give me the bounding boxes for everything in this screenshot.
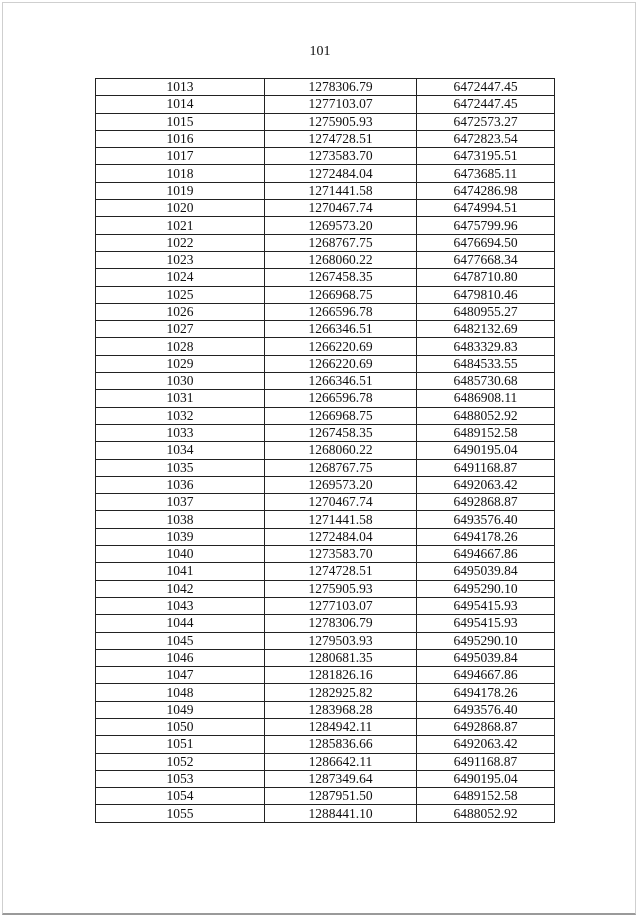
point-number-cell: 1036: [96, 476, 265, 493]
y-coordinate-cell: 6493576.40: [417, 511, 555, 528]
table-row: [96, 718, 555, 735]
y-coordinate-cell: 6495290.10: [417, 632, 555, 649]
page-number: 101: [309, 44, 331, 59]
y-coordinate-cell: 6492868.87: [417, 494, 555, 511]
table-row: [96, 459, 555, 476]
y-coordinate-cell: 6493576.40: [417, 701, 555, 718]
point-number-cell: 1024: [96, 269, 265, 286]
x-coordinate-cell: 1271441.58: [265, 511, 417, 528]
x-coordinate-cell: 1269573.20: [265, 476, 417, 493]
table-row: [96, 79, 555, 96]
table-row: [96, 511, 555, 528]
y-coordinate-cell: 6483329.83: [417, 338, 555, 355]
table-row: [96, 667, 555, 684]
point-number-cell: 1025: [96, 286, 265, 303]
y-coordinate-cell: 6475799.96: [417, 217, 555, 234]
table-row: [96, 615, 555, 632]
x-coordinate-cell: 1266596.78: [265, 390, 417, 407]
table-row: [96, 442, 555, 459]
y-coordinate-cell: 6490195.04: [417, 442, 555, 459]
point-number-cell: 1053: [96, 770, 265, 787]
table-row: [96, 736, 555, 753]
table-row: [96, 563, 555, 580]
x-coordinate-cell: 1287951.50: [265, 788, 417, 805]
table-row: [96, 321, 555, 338]
x-coordinate-cell: 1275905.93: [265, 580, 417, 597]
x-coordinate-cell: 1268767.75: [265, 234, 417, 251]
y-coordinate-cell: 6479810.46: [417, 286, 555, 303]
y-coordinate-cell: 6489152.58: [417, 788, 555, 805]
table-row: [96, 200, 555, 217]
point-number-cell: 1035: [96, 459, 265, 476]
point-number-cell: 1027: [96, 321, 265, 338]
y-coordinate-cell: 6472447.45: [417, 96, 555, 113]
x-coordinate-cell: 1273583.70: [265, 546, 417, 563]
x-coordinate-cell: 1269573.20: [265, 217, 417, 234]
table-row: [96, 96, 555, 113]
table-row: [96, 770, 555, 787]
point-number-cell: 1042: [96, 580, 265, 597]
y-coordinate-cell: 6495039.84: [417, 563, 555, 580]
x-coordinate-cell: 1287349.64: [265, 770, 417, 787]
x-coordinate-cell: 1285836.66: [265, 736, 417, 753]
y-coordinate-cell: 6488052.92: [417, 805, 555, 822]
point-number-cell: 1015: [96, 113, 265, 130]
y-coordinate-cell: 6492063.42: [417, 736, 555, 753]
point-number-cell: 1017: [96, 148, 265, 165]
table-row: [96, 407, 555, 424]
point-number-cell: 1021: [96, 217, 265, 234]
y-coordinate-cell: 6478710.80: [417, 269, 555, 286]
x-coordinate-cell: 1281826.16: [265, 667, 417, 684]
table-row: [96, 182, 555, 199]
x-coordinate-cell: 1283968.28: [265, 701, 417, 718]
point-number-cell: 1047: [96, 667, 265, 684]
point-number-cell: 1048: [96, 684, 265, 701]
table-row: [96, 597, 555, 614]
table-row: [96, 355, 555, 372]
x-coordinate-cell: 1266596.78: [265, 303, 417, 320]
y-coordinate-cell: 6476694.50: [417, 234, 555, 251]
x-coordinate-cell: 1266968.75: [265, 407, 417, 424]
point-number-cell: 1045: [96, 632, 265, 649]
x-coordinate-cell: 1274728.51: [265, 563, 417, 580]
y-coordinate-cell: 6473685.11: [417, 165, 555, 182]
point-number-cell: 1039: [96, 528, 265, 545]
point-number-cell: 1026: [96, 303, 265, 320]
point-number-cell: 1049: [96, 701, 265, 718]
point-number-cell: 1018: [96, 165, 265, 182]
y-coordinate-cell: 6490195.04: [417, 770, 555, 787]
y-coordinate-cell: 6480955.27: [417, 303, 555, 320]
x-coordinate-cell: 1267458.35: [265, 424, 417, 441]
x-coordinate-cell: 1275905.93: [265, 113, 417, 130]
x-coordinate-cell: 1266968.75: [265, 286, 417, 303]
table-row: [96, 217, 555, 234]
x-coordinate-cell: 1286642.11: [265, 753, 417, 770]
point-number-cell: 1016: [96, 130, 265, 147]
table-row: [96, 632, 555, 649]
y-coordinate-cell: 6473195.51: [417, 148, 555, 165]
y-coordinate-cell: 6495415.93: [417, 615, 555, 632]
table-row: [96, 528, 555, 545]
x-coordinate-cell: 1274728.51: [265, 130, 417, 147]
point-number-cell: 1032: [96, 407, 265, 424]
table-row: [96, 753, 555, 770]
table-row: [96, 424, 555, 441]
coordinates-table-body: [96, 79, 555, 823]
x-coordinate-cell: 1277103.07: [265, 96, 417, 113]
x-coordinate-cell: 1268060.22: [265, 251, 417, 268]
point-number-cell: 1023: [96, 251, 265, 268]
y-coordinate-cell: 6491168.87: [417, 753, 555, 770]
table-row: [96, 373, 555, 390]
x-coordinate-cell: 1266346.51: [265, 321, 417, 338]
table-row: [96, 805, 555, 822]
table-row: [96, 113, 555, 130]
x-coordinate-cell: 1277103.07: [265, 597, 417, 614]
y-coordinate-cell: 6491168.87: [417, 459, 555, 476]
table-row: [96, 546, 555, 563]
x-coordinate-cell: 1280681.35: [265, 649, 417, 666]
point-number-cell: 1013: [96, 79, 265, 96]
table-row: [96, 148, 555, 165]
coordinates-table: [95, 78, 555, 823]
y-coordinate-cell: 6482132.69: [417, 321, 555, 338]
point-number-cell: 1034: [96, 442, 265, 459]
y-coordinate-cell: 6495039.84: [417, 649, 555, 666]
x-coordinate-cell: 1266220.69: [265, 338, 417, 355]
x-coordinate-cell: 1270467.74: [265, 494, 417, 511]
x-coordinate-cell: 1272484.04: [265, 528, 417, 545]
y-coordinate-cell: 6492868.87: [417, 718, 555, 735]
point-number-cell: 1046: [96, 649, 265, 666]
x-coordinate-cell: 1273583.70: [265, 148, 417, 165]
point-number-cell: 1038: [96, 511, 265, 528]
table-row: [96, 303, 555, 320]
table-row: [96, 476, 555, 493]
table-row: [96, 338, 555, 355]
y-coordinate-cell: 6486908.11: [417, 390, 555, 407]
y-coordinate-cell: 6472573.27: [417, 113, 555, 130]
table-row: [96, 269, 555, 286]
x-coordinate-cell: 1279503.93: [265, 632, 417, 649]
table-row: [96, 165, 555, 182]
x-coordinate-cell: 1288441.10: [265, 805, 417, 822]
y-coordinate-cell: 6474994.51: [417, 200, 555, 217]
table-row: [96, 580, 555, 597]
table-row: [96, 251, 555, 268]
point-number-cell: 1020: [96, 200, 265, 217]
table-row: [96, 701, 555, 718]
point-number-cell: 1040: [96, 546, 265, 563]
y-coordinate-cell: 6494667.86: [417, 667, 555, 684]
y-coordinate-cell: 6492063.42: [417, 476, 555, 493]
x-coordinate-cell: 1267458.35: [265, 269, 417, 286]
table-row: [96, 649, 555, 666]
point-number-cell: 1043: [96, 597, 265, 614]
table-row: [96, 788, 555, 805]
x-coordinate-cell: 1284942.11: [265, 718, 417, 735]
y-coordinate-cell: 6477668.34: [417, 251, 555, 268]
table-row: [96, 286, 555, 303]
x-coordinate-cell: 1278306.79: [265, 79, 417, 96]
y-coordinate-cell: 6488052.92: [417, 407, 555, 424]
point-number-cell: 1052: [96, 753, 265, 770]
y-coordinate-cell: 6484533.55: [417, 355, 555, 372]
x-coordinate-cell: 1278306.79: [265, 615, 417, 632]
point-number-cell: 1019: [96, 182, 265, 199]
point-number-cell: 1054: [96, 788, 265, 805]
x-coordinate-cell: 1266346.51: [265, 373, 417, 390]
x-coordinate-cell: 1271441.58: [265, 182, 417, 199]
x-coordinate-cell: 1270467.74: [265, 200, 417, 217]
y-coordinate-cell: 6494178.26: [417, 684, 555, 701]
point-number-cell: 1041: [96, 563, 265, 580]
point-number-cell: 1044: [96, 615, 265, 632]
x-coordinate-cell: 1282925.82: [265, 684, 417, 701]
point-number-cell: 1037: [96, 494, 265, 511]
point-number-cell: 1028: [96, 338, 265, 355]
point-number-cell: 1055: [96, 805, 265, 822]
x-coordinate-cell: 1268767.75: [265, 459, 417, 476]
y-coordinate-cell: 6495415.93: [417, 597, 555, 614]
point-number-cell: 1051: [96, 736, 265, 753]
x-coordinate-cell: 1272484.04: [265, 165, 417, 182]
point-number-cell: 1014: [96, 96, 265, 113]
y-coordinate-cell: 6489152.58: [417, 424, 555, 441]
y-coordinate-cell: 6472447.45: [417, 79, 555, 96]
x-coordinate-cell: 1266220.69: [265, 355, 417, 372]
y-coordinate-cell: 6485730.68: [417, 373, 555, 390]
table-row: [96, 130, 555, 147]
table-row: [96, 494, 555, 511]
point-number-cell: 1033: [96, 424, 265, 441]
table-row: [96, 684, 555, 701]
table-row: [96, 390, 555, 407]
y-coordinate-cell: 6474286.98: [417, 182, 555, 199]
point-number-cell: 1022: [96, 234, 265, 251]
point-number-cell: 1031: [96, 390, 265, 407]
x-coordinate-cell: 1268060.22: [265, 442, 417, 459]
point-number-cell: 1030: [96, 373, 265, 390]
y-coordinate-cell: 6472823.54: [417, 130, 555, 147]
table-row: [96, 234, 555, 251]
y-coordinate-cell: 6494667.86: [417, 546, 555, 563]
y-coordinate-cell: 6495290.10: [417, 580, 555, 597]
y-coordinate-cell: 6494178.26: [417, 528, 555, 545]
point-number-cell: 1050: [96, 718, 265, 735]
point-number-cell: 1029: [96, 355, 265, 372]
